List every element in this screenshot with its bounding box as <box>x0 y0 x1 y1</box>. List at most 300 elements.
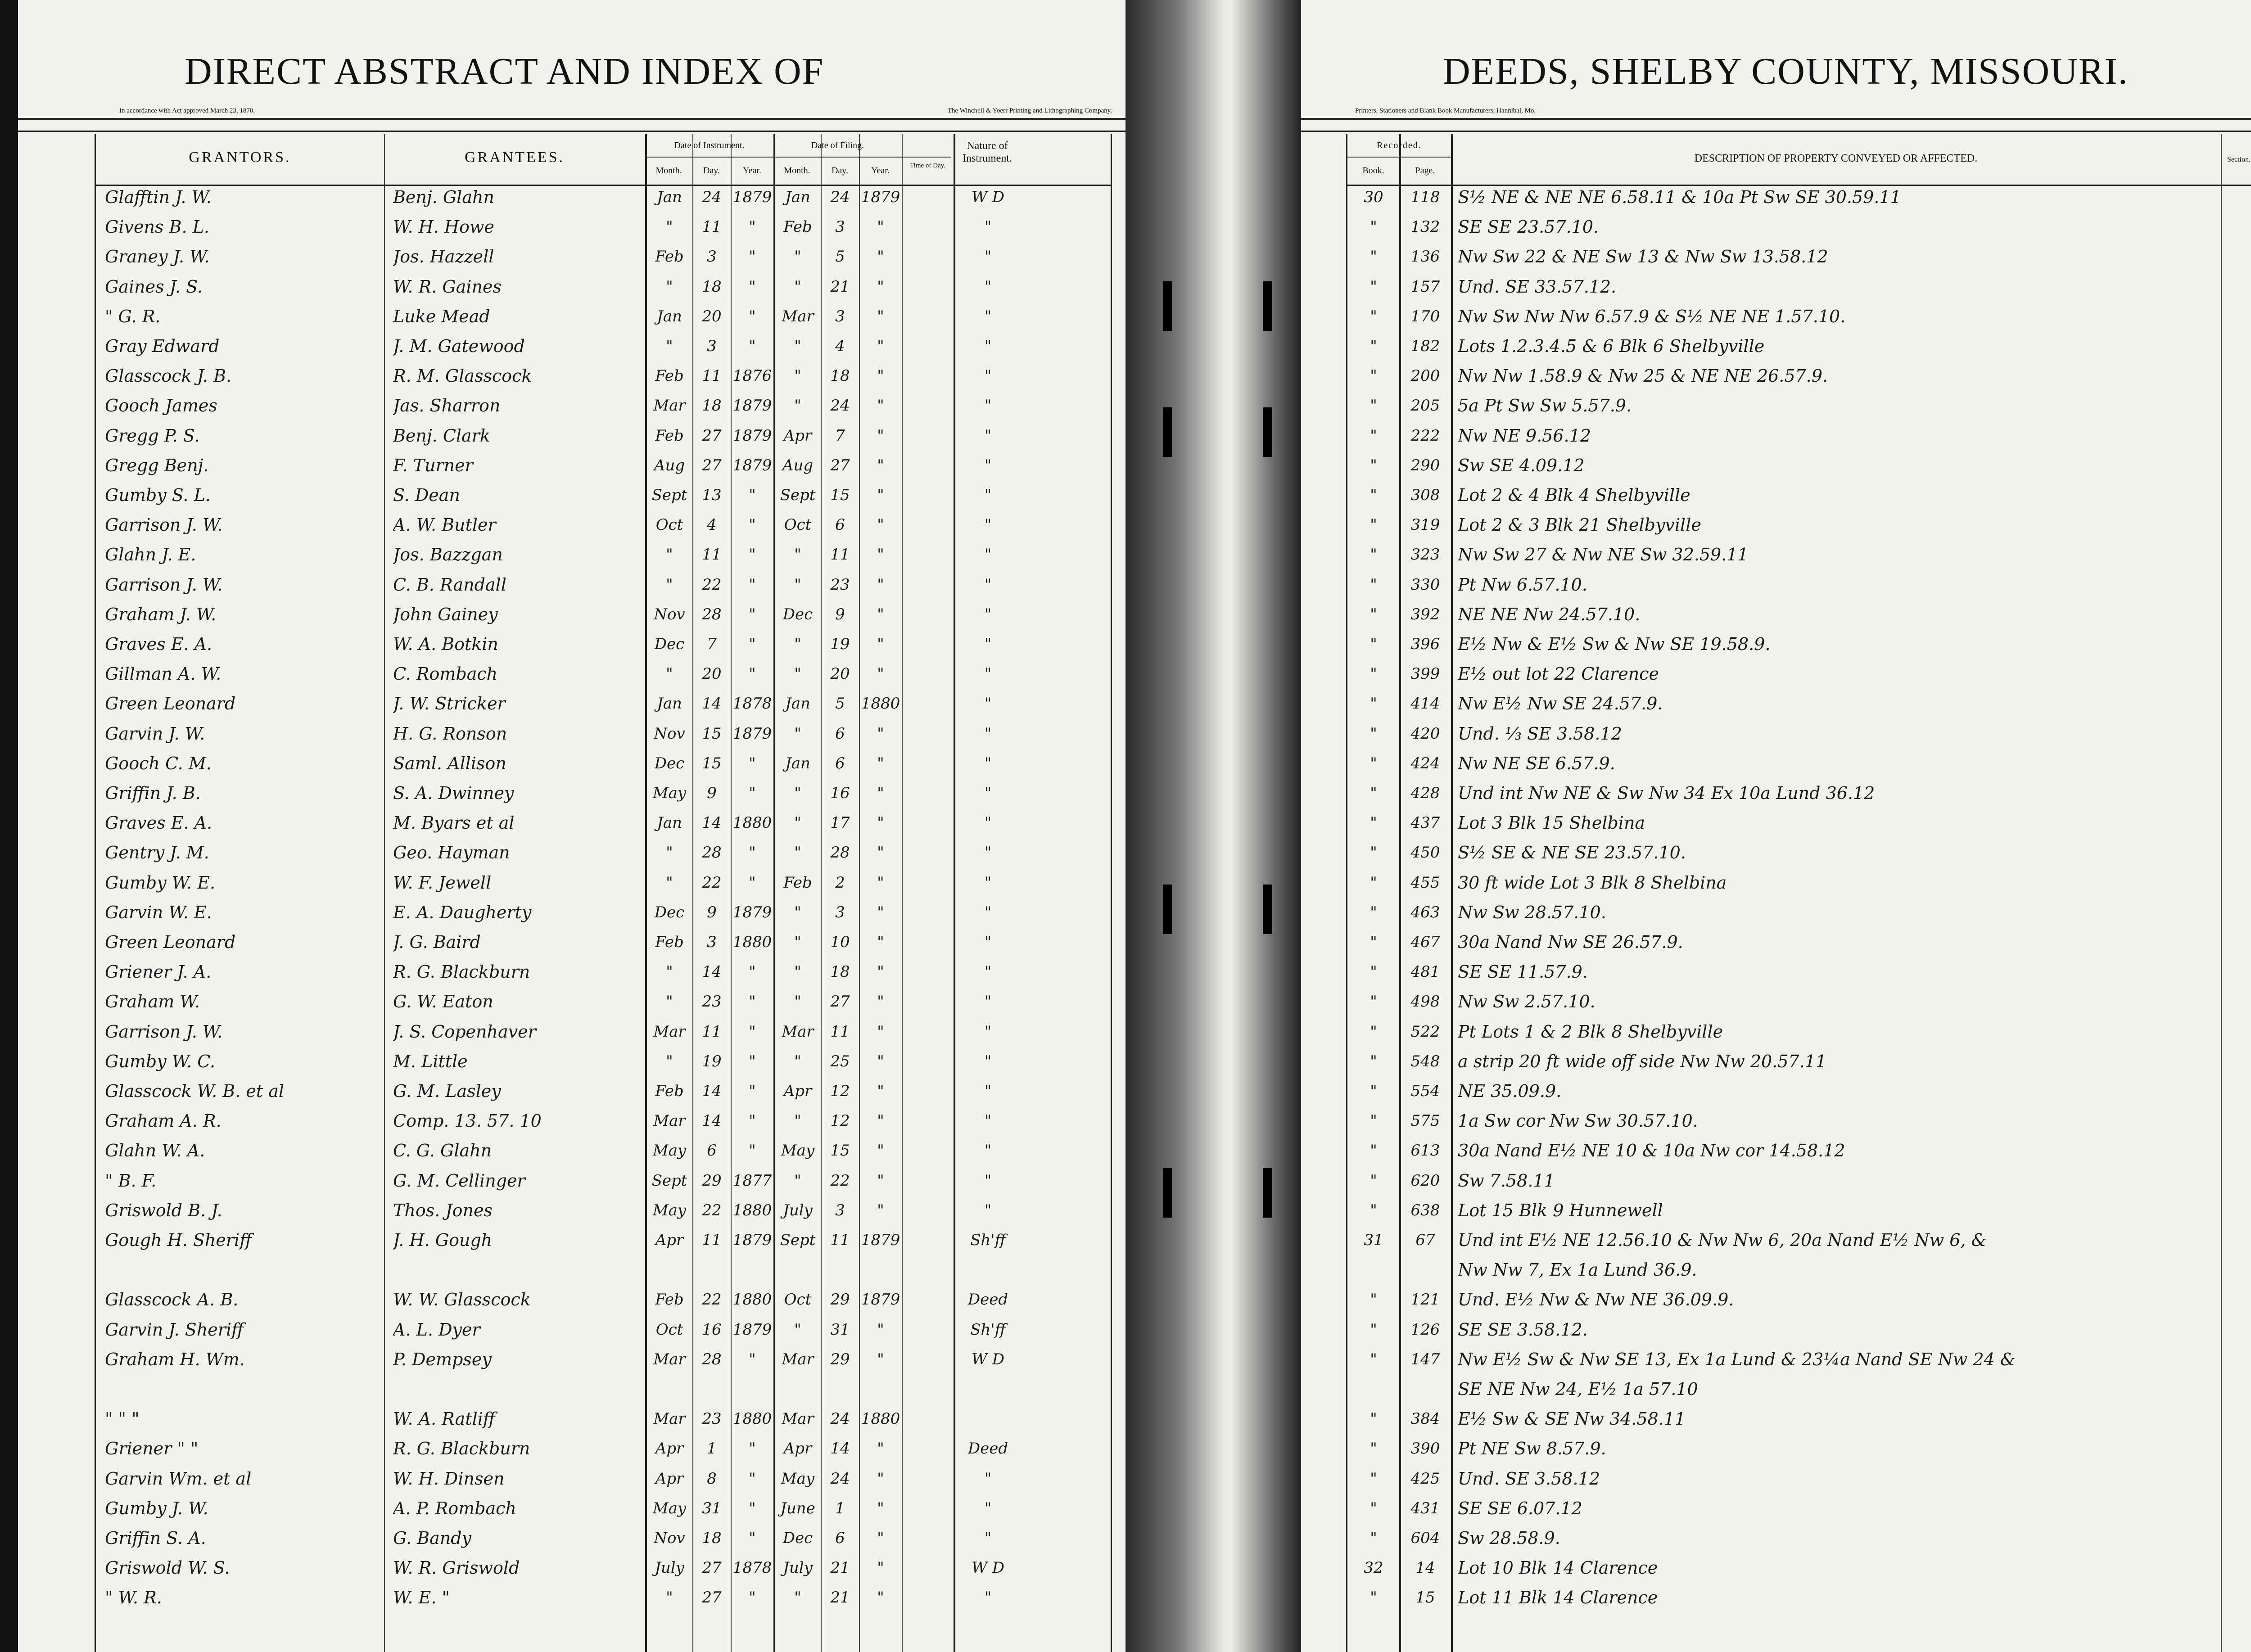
table-row <box>1347 603 2251 626</box>
instrument-year-cell: 1879 <box>732 1231 772 1249</box>
description-cell: 30a Nand E½ NE 10 & 10a Nw cor 14.58.12 <box>1458 1141 1845 1161</box>
page-cell: 437 <box>1410 814 1440 832</box>
nature-cell: " <box>984 635 992 653</box>
filing-day-cell: 6 <box>835 1529 845 1547</box>
grantor-cell: Garvin J. W. <box>105 723 205 744</box>
filing-year-cell: " <box>877 1112 884 1130</box>
filing-year-cell: " <box>877 933 884 951</box>
table-row <box>96 1139 1111 1162</box>
instrument-year-cell: 1879 <box>732 397 772 415</box>
table-row <box>1347 990 2251 1013</box>
instrument-day-cell: 15 <box>702 724 722 743</box>
page-cell: 392 <box>1410 605 1440 623</box>
instrument-month-cell: " <box>666 546 673 564</box>
filing-year-cell: " <box>877 1082 884 1100</box>
description-cell: Sw 7.58.11 <box>1458 1170 1555 1191</box>
index-table <box>95 134 1112 1652</box>
nature-cell: Sh'ff <box>970 1231 1006 1249</box>
grantee-cell: W. E. " <box>393 1588 450 1608</box>
grantee-cell: Geo. Hayman <box>393 843 510 863</box>
right-page-title: DEEDS, SHELBY COUNTY, MISSOURI. <box>1443 50 2129 92</box>
book-cell: " <box>1370 1350 1377 1368</box>
grantee-cell: W. H. Dinsen <box>393 1468 505 1489</box>
grantee-cell: Luke Mead <box>393 306 490 326</box>
instrument-month-cell <box>647 1378 692 1400</box>
filing-day-cell: 1 <box>835 1499 845 1517</box>
table-row <box>96 454 1111 477</box>
nature-cell: " <box>984 218 992 236</box>
filing-day-cell: 9 <box>835 605 845 623</box>
filing-day-cell: 27 <box>830 456 850 474</box>
description-cell: Und. ⅓ SE 3.58.12 <box>1458 723 1622 744</box>
filing-day-cell: 17 <box>830 814 850 832</box>
act-note: In accordance with Act approved March 23, 1870. <box>119 107 255 114</box>
filing-day-cell: 29 <box>830 1291 850 1309</box>
table-row <box>1347 1020 2251 1043</box>
description-cell: Pt NE Sw 8.57.9. <box>1458 1439 1606 1459</box>
filing-day-cell: 14 <box>830 1440 850 1458</box>
instrument-day-cell: 11 <box>702 1231 722 1249</box>
page-cell: 67 <box>1415 1231 1435 1249</box>
filing-day-cell: 12 <box>830 1082 850 1100</box>
table-row <box>96 961 1111 983</box>
description-cell: Lot 10 Blk 14 Clarence <box>1458 1558 1658 1578</box>
page-cell: 132 <box>1410 218 1440 236</box>
page-cell: 554 <box>1410 1082 1440 1100</box>
instrument-year-cell: " <box>749 963 756 981</box>
instrument-month-cell: Sept <box>651 486 687 504</box>
book-cell: " <box>1370 665 1377 683</box>
instrument-year-cell: " <box>749 546 756 564</box>
instrument-day-cell: 31 <box>702 1499 722 1517</box>
table-row <box>96 1288 1111 1311</box>
grantee-cell: J. H. Gough <box>393 1230 493 1250</box>
filing-month-cell: Apr <box>783 1082 812 1100</box>
filing-month-cell: " <box>794 993 801 1011</box>
instrument-year-cell <box>732 1378 773 1400</box>
filing-year-cell: " <box>877 1440 884 1458</box>
grantee-cell: H. G. Ronson <box>393 723 507 744</box>
instrument-month-cell: May <box>652 1142 687 1160</box>
page-cell: 522 <box>1410 1022 1440 1041</box>
page-cell: 205 <box>1410 397 1440 415</box>
grantor-cell: Gregg Benj. <box>105 455 209 475</box>
grantee-cell: S. Dean <box>393 485 460 505</box>
instrument-month-cell: Jan <box>657 695 682 713</box>
instrument-month-cell: Jan <box>657 307 682 325</box>
table-row <box>96 752 1111 775</box>
description-cell: E½ Sw & SE Nw 34.58.11 <box>1458 1409 1686 1429</box>
instrument-month-cell: " <box>666 873 673 892</box>
filing-month-cell: " <box>794 635 801 653</box>
grantor-cell: Glasscock W. B. et al <box>105 1081 285 1101</box>
book-cell: " <box>1370 1112 1377 1130</box>
instrument-month-cell: May <box>652 784 687 802</box>
book-cell: " <box>1370 1469 1377 1488</box>
instrument-year-cell: " <box>749 1589 756 1607</box>
instrument-day-cell: 14 <box>702 1112 722 1130</box>
filing-month-cell: Feb <box>783 218 812 236</box>
filing-day-cell: 3 <box>835 903 845 921</box>
nature-cell <box>955 1378 1021 1400</box>
page-cell: 431 <box>1410 1499 1440 1517</box>
book-cell: " <box>1370 814 1377 832</box>
table-row <box>96 1169 1111 1192</box>
filing-day-cell: 25 <box>830 1052 850 1070</box>
instrument-year-cell: 1878 <box>732 695 772 713</box>
binding-ring <box>1263 885 1272 934</box>
table-row <box>1347 961 2251 983</box>
instrument-day-cell: 16 <box>702 1320 722 1339</box>
table-row <box>96 573 1111 596</box>
book-cell: 30 <box>1364 188 1383 206</box>
grantee-cell: R. M. Glasscock <box>393 366 532 386</box>
instrument-month-cell: Mar <box>653 397 686 415</box>
book-cell: " <box>1370 1589 1377 1607</box>
nature-cell: " <box>984 695 992 713</box>
instrument-day-cell: 13 <box>702 486 722 504</box>
table-row <box>96 692 1111 715</box>
grantor-cell: Graham A. R. <box>105 1111 221 1131</box>
filing-month-header: Month. <box>784 166 810 176</box>
grantor-cell: Gumby S. L. <box>105 485 211 505</box>
filing-day-cell: 3 <box>835 307 845 325</box>
instrument-year-cell: " <box>749 1052 756 1070</box>
filing-day-cell: 15 <box>830 486 850 504</box>
filing-month-cell: Jan <box>785 695 810 713</box>
filing-year-cell: " <box>877 218 884 236</box>
grantee-cell: Jas. Sharron <box>393 396 501 416</box>
table-row <box>1347 1259 2251 1281</box>
nature-cell: " <box>984 307 992 325</box>
table-row <box>96 275 1111 298</box>
instrument-month-cell: " <box>666 963 673 981</box>
page-cell: 424 <box>1410 754 1440 772</box>
table-row <box>96 1527 1111 1549</box>
description-header: DESCRIPTION OF PROPERTY CONVEYED OR AFFECTED. <box>1694 153 1978 164</box>
instrument-day-cell: 28 <box>702 1350 722 1368</box>
nature-cell: W D <box>971 1559 1004 1577</box>
filing-day-cell: 21 <box>830 1589 850 1607</box>
instrument-month-cell: " <box>666 1052 673 1070</box>
filing-month-cell: " <box>794 933 801 951</box>
instrument-day-cell: 19 <box>702 1052 722 1070</box>
grantor-cell: " W. R. <box>105 1588 162 1608</box>
book-cell: " <box>1370 546 1377 564</box>
nature-cell: W D <box>971 1350 1004 1368</box>
instrument-year-cell: " <box>749 784 756 802</box>
instrument-month-cell: " <box>666 337 673 355</box>
page-cell: 384 <box>1410 1410 1440 1428</box>
title-rule <box>1301 118 2251 120</box>
table-row <box>96 1348 1111 1371</box>
description-cell: Pt Lots 1 & 2 Blk 8 Shelbyville <box>1458 1021 1723 1042</box>
page-cell: 121 <box>1410 1291 1440 1309</box>
binding-ring <box>1163 885 1172 934</box>
grantor-cell: Gentry J. M. <box>105 843 209 863</box>
page-cell: 14 <box>1415 1559 1435 1577</box>
filing-month-cell: Mar <box>782 1022 814 1041</box>
description-cell: NE 35.09.9. <box>1458 1081 1562 1101</box>
nature-cell: " <box>984 1142 992 1160</box>
page-cell: 157 <box>1410 277 1440 296</box>
book-cell: " <box>1370 635 1377 653</box>
grantor-cell: Glahn W. A. <box>105 1141 205 1161</box>
instrument-month-cell: Mar <box>653 1350 686 1368</box>
table-row <box>96 782 1111 804</box>
table-row <box>1347 1110 2251 1132</box>
grantor-cell: Gregg P. S. <box>105 425 200 446</box>
page-cell: 319 <box>1410 516 1440 534</box>
description-cell: Nw NE 9.56.12 <box>1458 425 1591 446</box>
instrument-day-cell: 3 <box>707 337 717 355</box>
section-header: Section. <box>2227 156 2251 163</box>
table-row <box>1347 901 2251 924</box>
grantor-cell: Gumby J. W. <box>105 1498 208 1518</box>
description-cell: SE SE 11.57.9. <box>1458 962 1588 982</box>
table-row <box>96 1467 1111 1490</box>
book-cell: " <box>1370 1052 1377 1070</box>
filing-month-cell: " <box>794 1052 801 1070</box>
book-cell: " <box>1370 456 1377 474</box>
filing-month-cell: July <box>783 1559 813 1577</box>
table-row <box>96 484 1111 506</box>
grantor-cell: Griswold W. S. <box>105 1558 230 1578</box>
filing-year-cell: " <box>877 724 884 743</box>
nature-cell: " <box>984 873 992 892</box>
left-page-title: DIRECT ABSTRACT AND INDEX OF <box>185 50 824 92</box>
date-of-instrument-header: Date of Instrument. <box>674 140 745 150</box>
filing-day-cell: 3 <box>835 218 845 236</box>
table-row <box>1347 216 2251 238</box>
binding-ring <box>1163 281 1172 331</box>
description-cell: Lot 11 Blk 14 Clarence <box>1458 1588 1658 1608</box>
grantee-cell: Benj. Glahn <box>393 187 494 207</box>
book-cell: " <box>1370 397 1377 415</box>
nature-cell: " <box>984 903 992 921</box>
instrument-month-cell: July <box>655 1559 684 1577</box>
grantor-cell: Graham H. Wm. <box>105 1349 245 1369</box>
grantor-cell: Griener J. A. <box>105 962 212 982</box>
page-cell: 118 <box>1410 188 1440 206</box>
instrument-day-cell: 11 <box>702 367 722 385</box>
filing-year-cell: " <box>877 1469 884 1488</box>
page-cell: 463 <box>1410 903 1440 921</box>
instrument-year-cell: " <box>749 754 756 772</box>
grantor-cell: Glasscock J. B. <box>105 366 232 386</box>
book-cell: " <box>1370 993 1377 1011</box>
page-cell: 15 <box>1415 1589 1435 1607</box>
filing-month-cell: Sept <box>780 486 816 504</box>
description-cell: Sw 28.58.9. <box>1458 1528 1560 1548</box>
table-row <box>1347 1348 2251 1371</box>
filing-year-cell: " <box>877 993 884 1011</box>
instrument-year-cell: 1879 <box>732 1320 772 1339</box>
grantee-cell: W. A. Ratliff <box>393 1409 495 1429</box>
table-row <box>1347 514 2251 536</box>
filing-day-cell: 4 <box>835 337 845 355</box>
filing-year-cell: " <box>877 1201 884 1219</box>
filing-month-cell: " <box>794 844 801 862</box>
table-row <box>96 1229 1111 1251</box>
filing-month-cell <box>775 1378 820 1400</box>
grantor-cell: " B. F. <box>105 1170 157 1191</box>
instrument-month-cell: Apr <box>655 1469 684 1488</box>
table-row <box>96 841 1111 864</box>
filing-year-cell: 1879 <box>861 1231 900 1249</box>
filing-month-cell: Apr <box>783 426 812 445</box>
filing-year-header: Year. <box>871 166 890 176</box>
filing-year-cell: " <box>877 873 884 892</box>
instrument-year-cell: " <box>749 307 756 325</box>
instrument-month-cell: Apr <box>655 1440 684 1458</box>
instrument-month-cell: Feb <box>655 1082 684 1100</box>
nature-cell: " <box>984 1171 992 1190</box>
filing-month-cell: " <box>794 814 801 832</box>
filing-year-cell: " <box>877 1142 884 1160</box>
nature-cell: " <box>984 1469 992 1488</box>
instrument-year-cell: " <box>749 218 756 236</box>
instrument-year-cell: " <box>749 337 756 355</box>
book-cell <box>1349 1259 1398 1281</box>
page-cell: 308 <box>1410 486 1440 504</box>
table-row <box>96 1378 1111 1400</box>
instrument-day-cell: 28 <box>702 605 722 623</box>
binding-ring <box>1263 1168 1272 1218</box>
description-cell: Und. SE 33.57.12. <box>1458 276 1617 297</box>
table-row <box>1347 1199 2251 1222</box>
nature-cell: " <box>984 1022 992 1041</box>
instrument-year-cell: " <box>749 248 756 266</box>
grantee-cell: G. W. Eaton <box>393 992 493 1012</box>
instrument-year-cell: " <box>749 1529 756 1547</box>
table-row <box>1347 1229 2251 1251</box>
filing-year-cell: " <box>877 426 884 445</box>
nature-cell: Deed <box>967 1291 1008 1309</box>
table-row <box>96 722 1111 745</box>
book-cell: " <box>1370 575 1377 594</box>
page-cell: 548 <box>1410 1052 1440 1070</box>
grantee-cell: W. H. Howe <box>393 217 494 237</box>
instrument-year-cell: 1880 <box>732 1291 772 1309</box>
nature-cell: " <box>984 1112 992 1130</box>
table-row <box>96 1199 1111 1222</box>
filing-month-cell: " <box>794 1112 801 1130</box>
instrument-month-cell <box>647 1259 692 1281</box>
filing-month-cell: Dec <box>782 1529 813 1547</box>
instrument-month-cell: Mar <box>653 1112 686 1130</box>
instrument-month-cell: Nov <box>654 605 685 623</box>
description-cell: Nw Nw 7, Ex 1a Lund 36.9. <box>1458 1260 1697 1280</box>
instrument-month-cell: " <box>666 1589 673 1607</box>
filing-day-cell: 2 <box>835 873 845 892</box>
table-row <box>1347 275 2251 298</box>
description-cell: Lots 1.2.3.4.5 & 6 Blk 6 Shelbyville <box>1458 336 1765 356</box>
description-cell: Nw Sw 22 & NE Sw 13 & Nw Sw 13.58.12 <box>1458 247 1828 267</box>
table-row <box>96 1050 1111 1073</box>
nature-cell: " <box>984 456 992 474</box>
description-cell: 30 ft wide Lot 3 Blk 8 Shelbina <box>1458 872 1727 893</box>
grantee-cell: S. A. Dwinney <box>393 783 514 803</box>
description-cell: SE SE 3.58.12. <box>1458 1319 1588 1340</box>
nature-cell: " <box>984 337 992 355</box>
instrument-month-cell: Feb <box>655 933 684 951</box>
page-cell: 222 <box>1410 426 1440 445</box>
description-cell: Sw SE 4.09.12 <box>1458 455 1585 475</box>
page-cell: 425 <box>1410 1469 1440 1488</box>
instrument-year-cell: 1877 <box>732 1171 772 1190</box>
table-row <box>1347 365 2251 387</box>
filing-month-cell: " <box>794 963 801 981</box>
book-cell: " <box>1370 248 1377 266</box>
instrument-day-cell: 6 <box>707 1142 717 1160</box>
grantees-header: GRANTEES. <box>464 149 565 166</box>
description-cell: Und int Nw NE & Sw Nw 34 Ex 10a Lund 36.12 <box>1458 783 1875 803</box>
filing-day-cell: 11 <box>830 1022 850 1041</box>
instrument-month-cell: Sept <box>651 1171 687 1190</box>
instrument-year-cell: 1876 <box>732 367 772 385</box>
grantee-cell: P. Dempsey <box>393 1349 492 1369</box>
grantee-cell: Thos. Jones <box>393 1200 493 1220</box>
nature-cell: " <box>984 844 992 862</box>
instrument-day-cell <box>693 1259 730 1281</box>
instrument-day-cell: 22 <box>702 1201 722 1219</box>
instrument-month-cell: Feb <box>655 248 684 266</box>
grantee-cell: A. L. Dyer <box>393 1319 480 1340</box>
filing-month-cell: Oct <box>784 1291 812 1309</box>
instrument-day-cell: 22 <box>702 575 722 594</box>
page-cell: 200 <box>1410 367 1440 385</box>
grantee-cell: Jos. Bazzgan <box>393 545 503 565</box>
page-cell: 638 <box>1410 1201 1440 1219</box>
nature-cell: " <box>984 933 992 951</box>
grantor-cell: Gaines J. S. <box>105 276 203 297</box>
grantor-cell: Glahn J. E. <box>105 545 196 565</box>
instrument-day-cell: 1 <box>707 1440 717 1458</box>
table-row <box>1347 394 2251 417</box>
book-cell: " <box>1370 605 1377 623</box>
page-cell: 575 <box>1410 1112 1440 1130</box>
page-cell <box>1401 1259 1450 1281</box>
table-row <box>1347 1527 2251 1549</box>
instrument-month-cell: May <box>652 1499 687 1517</box>
table-row <box>96 514 1111 536</box>
instrument-month-cell: " <box>666 844 673 862</box>
filing-month-cell: Feb <box>783 873 812 892</box>
grantee-cell: F. Turner <box>393 455 473 475</box>
filing-day-cell: 29 <box>830 1350 850 1368</box>
table-row <box>1347 484 2251 506</box>
book-gutter <box>1126 0 1301 1652</box>
filing-month-cell: Oct <box>784 516 812 534</box>
grantee-cell: G. M. Cellinger <box>393 1170 525 1191</box>
instrument-year-cell: 1879 <box>732 188 772 206</box>
book-cell: " <box>1370 1291 1377 1309</box>
instrument-year-cell: 1879 <box>732 426 772 445</box>
book-cell: " <box>1370 218 1377 236</box>
description-cell: Nw Nw 1.58.9 & Nw 25 & NE NE 26.57.9. <box>1458 366 1828 386</box>
book-cell: " <box>1370 1082 1377 1100</box>
instrument-day-cell: 18 <box>702 1529 722 1547</box>
page-cell: 481 <box>1410 963 1440 981</box>
instrument-year-header: Year. <box>743 166 761 176</box>
instrument-year-cell: " <box>749 1112 756 1130</box>
description-cell: 30a Nand Nw SE 26.57.9. <box>1458 932 1683 952</box>
description-cell: Nw Sw 28.57.10. <box>1458 902 1606 922</box>
grantee-cell: W. A. Botkin <box>393 634 498 654</box>
description-cell: Und. E½ Nw & Nw NE 36.09.9. <box>1458 1290 1734 1310</box>
instrument-day-cell: 27 <box>702 426 722 445</box>
